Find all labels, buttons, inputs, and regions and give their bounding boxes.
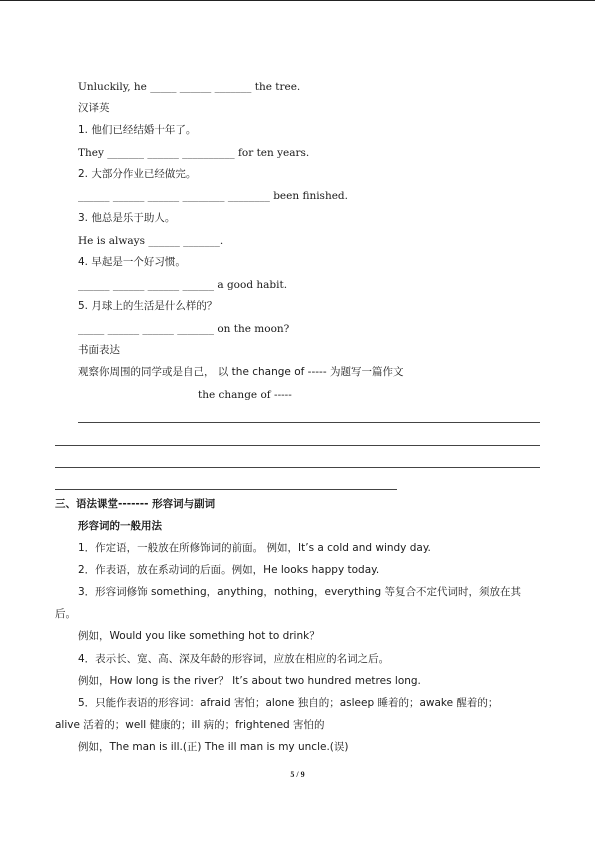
grammar-point-3-continued: 后。 <box>55 608 76 620</box>
question-5: 5. 月球上的生活是什么样的？ <box>78 300 218 312</box>
question-3: 3. 他总是乐于助人。 <box>78 212 176 224</box>
answer-line-1: They _______ ______ __________ for ten years. <box>78 147 310 159</box>
grammar-point-3: 3．形容词修饰 something，anything，nothing，everything 等复合不定代词时，须放在其 <box>78 586 522 598</box>
section-writing-heading: 书面表达 <box>78 344 120 356</box>
grammar-point-5: 5．只能作表语的形容词：afraid 害怕；alone 独自的；asleep 睡着的；awake 醒着的； <box>78 697 499 709</box>
grammar-point-4-example: 例如，How long is the river？ It⁠’s about two hundred metres long. <box>78 675 421 687</box>
grammar-point-5-continued: alive 活着的；well 健康的；ill 病的；frightened 害怕的 <box>55 719 325 731</box>
page-top-border <box>0 0 595 1</box>
section-translate-heading: 汉译英 <box>78 102 110 114</box>
answer-line-3: He is always ______ _______. <box>78 235 224 247</box>
answer-line-2: ______ ______ ______ ________ ________ been finished. <box>78 190 348 202</box>
writing-answer-line <box>78 422 540 423</box>
grammar-section-heading: 三、语法课堂------- 形容词与副词 <box>55 498 216 510</box>
grammar-point-5-example: 例如，The man is ill.(正) The ill man is my uncle.(误) <box>78 741 349 753</box>
question-1: 1. 他们已经结婚十年了。 <box>78 124 197 136</box>
writing-prompt: 观察你周围的同学或是自己， 以 the change of ----- 为题写一篇作文 <box>78 366 404 378</box>
writing-answer-line <box>55 489 397 490</box>
page-number: 5 / 9 <box>290 770 305 779</box>
writing-title: the change of ----- <box>198 389 292 401</box>
grammar-point-4: 4．表示长、宽、高、深及年龄的形容词，应放在相应的名词之后。 <box>78 653 390 665</box>
writing-answer-line <box>55 445 540 446</box>
question-4: 4. 早起是一个好习惯。 <box>78 256 186 268</box>
answer-line-5: _____ ______ ______ _______ on the moon? <box>78 323 290 335</box>
grammar-point-3-example: 例如，Would you like something hot to drink？ <box>78 630 320 642</box>
writing-answer-line <box>55 467 540 468</box>
grammar-point-2: 2．作表语，放在系动词的后面。例如，He looks happy today. <box>78 564 380 576</box>
answer-line-4: ______ ______ ______ ______ a good habit. <box>78 279 288 291</box>
grammar-point-1: 1．作定语，一般放在所修饰词的前面。 例如，It⁠’s a cold and windy day. <box>78 542 431 554</box>
exercise-line-unluckily: Unluckily, he _____ ______ _______ the tree. <box>78 81 301 93</box>
question-2: 2. 大部分作业已经做完。 <box>78 168 197 180</box>
grammar-subheading: 形容词的一般用法 <box>78 520 162 532</box>
